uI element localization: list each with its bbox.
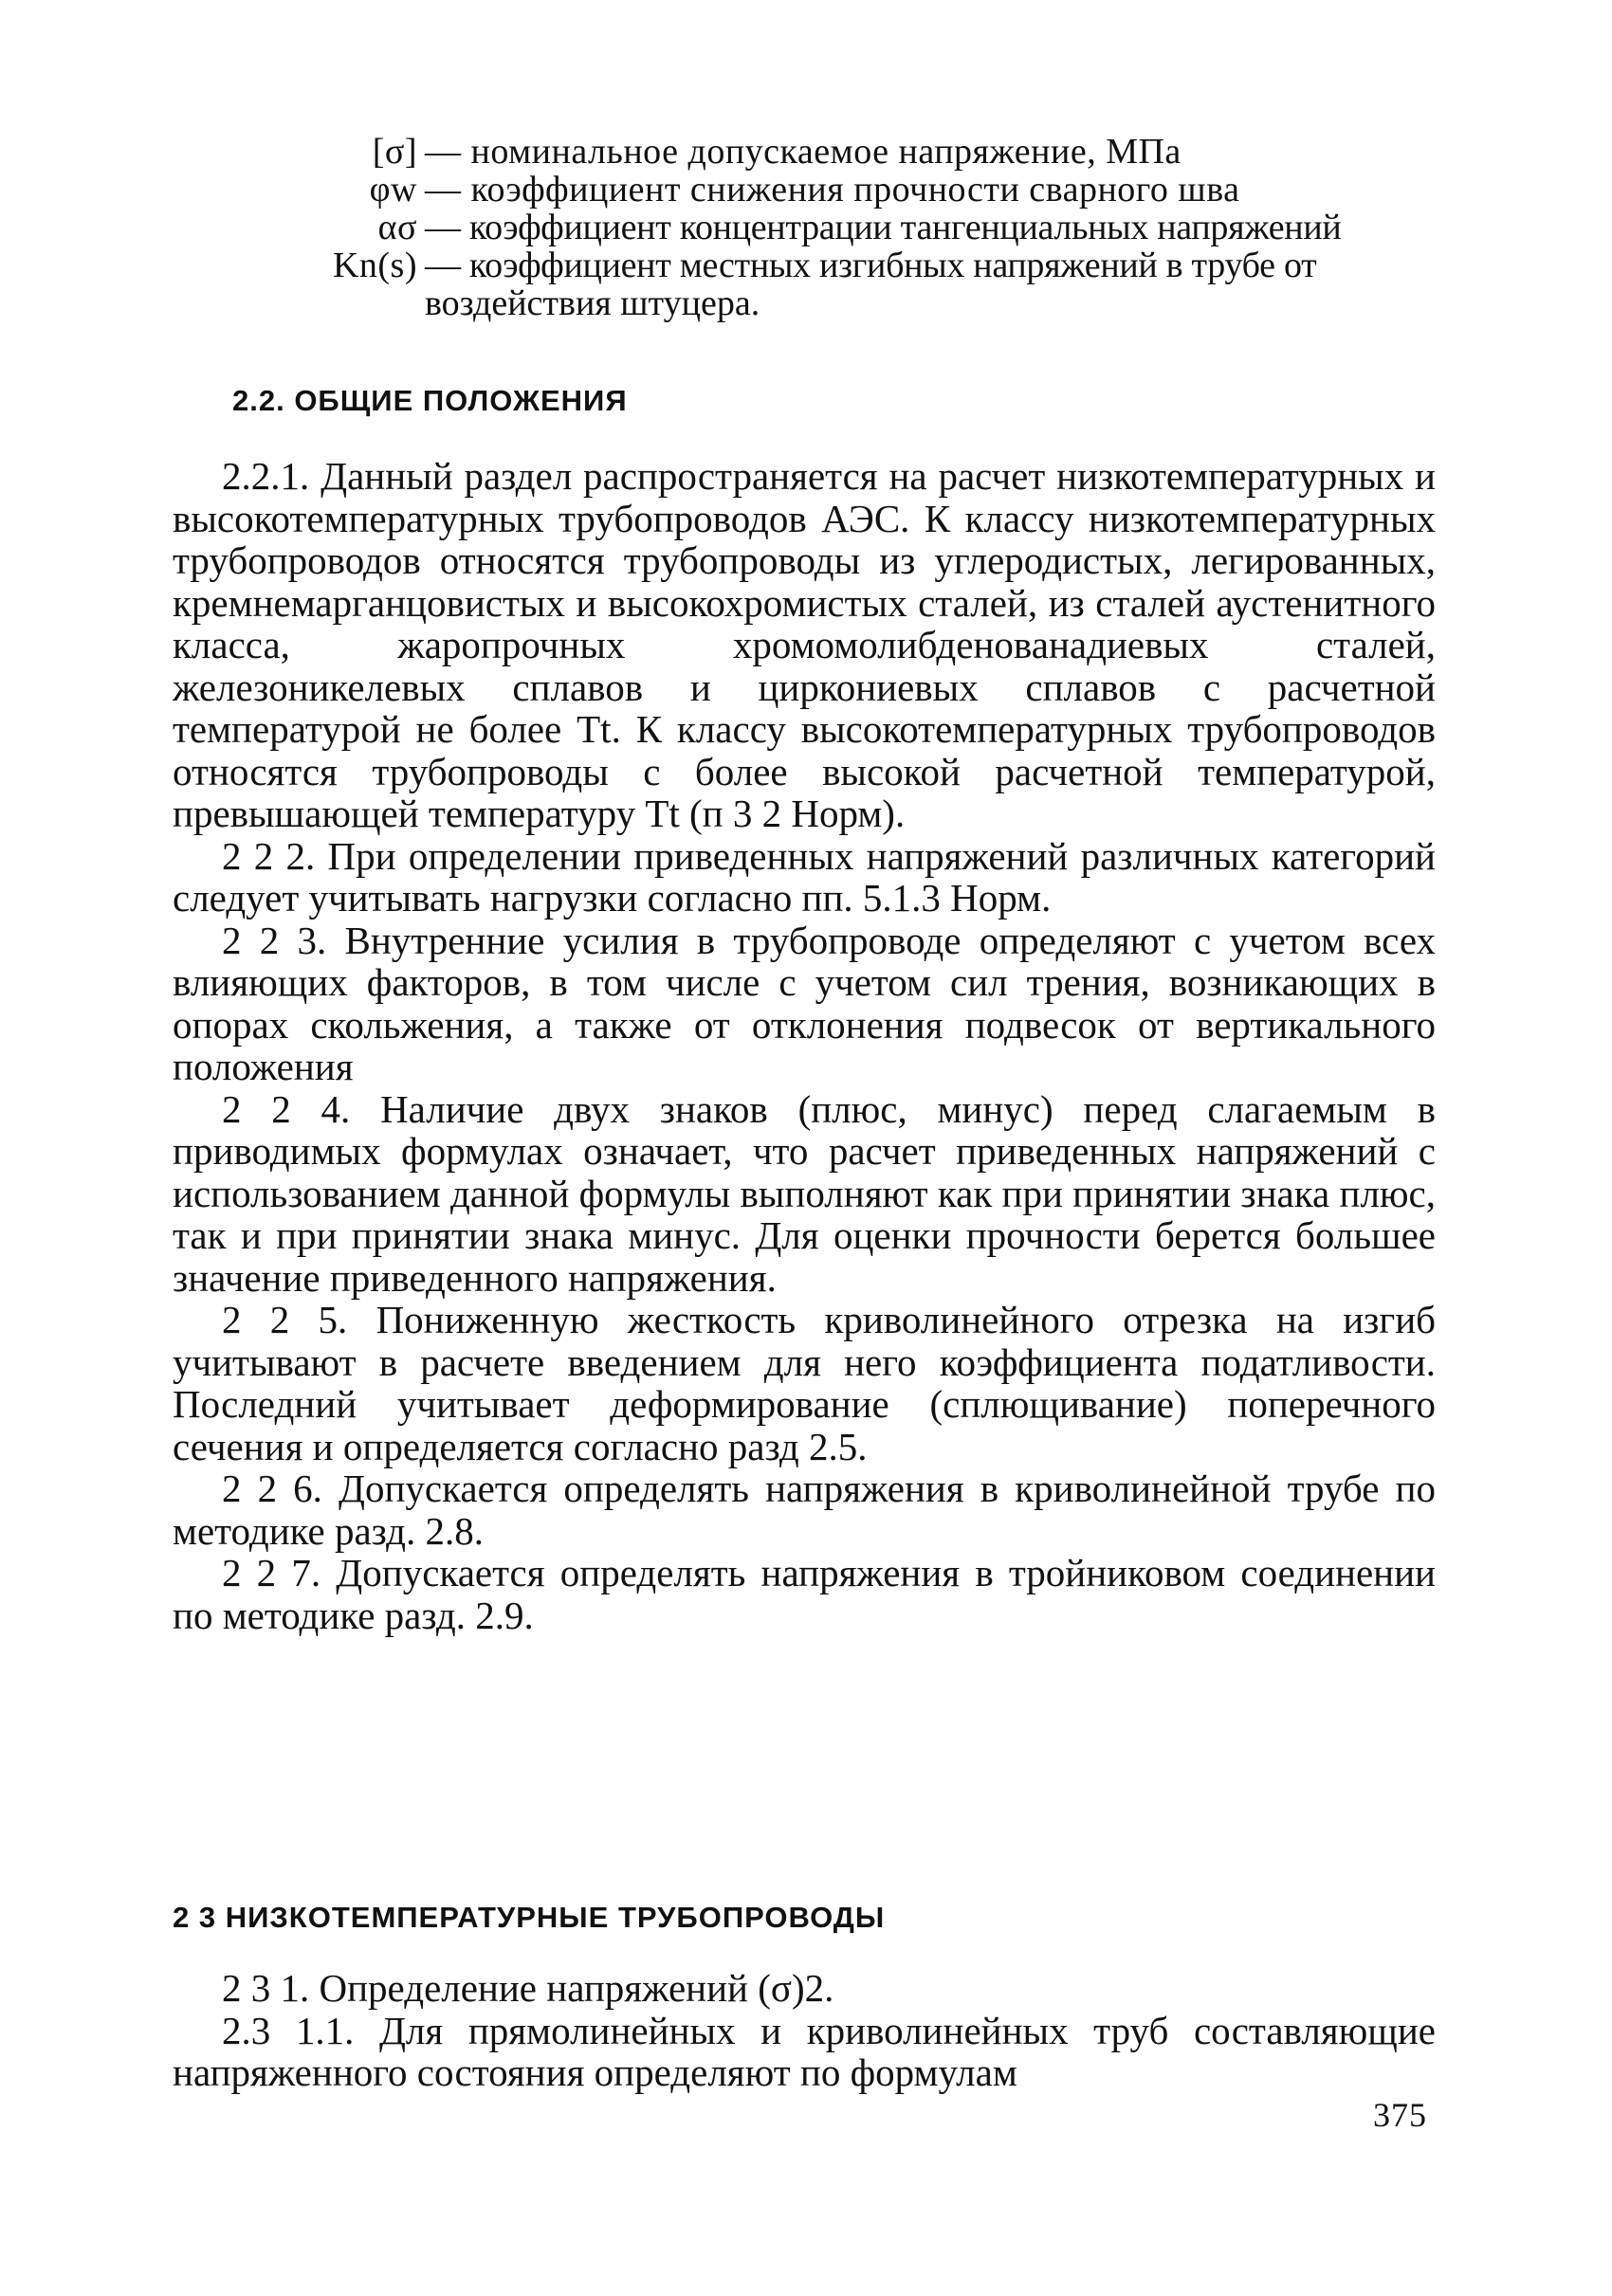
definition-row: [284, 209, 1441, 246]
paragraph: 2.3 1.1. Для прямолинейных и криволинейных труб составляющие напряженного состояния определяют по формулам: [173, 2008, 1436, 2094]
definition-text: — коэффициент местных изгибных напряжений в трубе от: [425, 246, 1317, 285]
paragraph: 2 2 5. Пониженную жесткость криволинейного отрезка на изгиб учитывают в расчете введением для него коэффициента податливости. Последний учитывает деформирование (сплющивание) поперечного сечения и определяется согласно разд 2.5.: [173, 1298, 1436, 1468]
paragraph: 2 2 2. При определении приведенных напряжений различных категорий следует учитывать нагрузки согласно пп. 5.1.3 Норм.: [173, 833, 1436, 920]
paragraph: 2 2 6. Допускается определять напряжения в криволинейной трубе по методике разд. 2.8.: [173, 1467, 1436, 1553]
definition-text: — коэффициент снижения прочности сварного шва: [425, 170, 1240, 210]
definition-symbol: Kn(s): [332, 246, 417, 285]
definition-row: [284, 171, 1441, 209]
paragraph: 2.2.1. Данный раздел распространяется на расчет низкотемпературных и высокотемпературных трубопроводов АЭС. К классу низкотемпературных трубопроводов относятся трубопроводы из углеродистых, легированных, кремнемарганцовистых и высокохромистых сталей, из сталей аустенитного класса, жаропрочных хромомолибденованадиевых сталей, железоникелевых сплавов и циркониевых сплавов с расчетной температурой не более Tt. К классу высокотемпературных трубопроводов относятся трубопроводы с более высокой расчетной температурой, превышающей температуру Tt (п 3 2 Норм).: [173, 454, 1436, 835]
paragraph: 2 3 1. Определение напряжений (σ)2.: [222, 1966, 834, 2010]
paragraph: 2 2 3. Внутренние усилия в трубопроводе определяют с учетом всех влияющих факторов, в том числе с учетом сил трения, возникающих в опорах скольжения, а также от отклонения подвесок от вертикального положения: [173, 918, 1436, 1088]
paragraph: 2 2 7. Допускается определять напряжения в тройниковом соединении по методике разд. 2.9.: [173, 1551, 1436, 1637]
page-number: 375: [1373, 2096, 1427, 2134]
definition-symbol: [σ]: [372, 132, 417, 172]
section-heading: 2 3 НИЗКОТЕМПЕРАТУРНЫЕ ТРУБОПРОВОДЫ: [173, 1901, 886, 1934]
definition-text: — коэффициент концентрации тангенциальных напряжений: [425, 208, 1342, 247]
section-body: [173, 1967, 1436, 2094]
definition-row: [284, 246, 1441, 284]
symbol-definitions: [284, 133, 1441, 322]
section-heading: 2.2. ОБЩИЕ ПОЛОЖЕНИЯ: [232, 384, 628, 417]
definition-text: — номинальное допускаемое напряжение, МПа: [425, 132, 1182, 172]
definition-continuation: воздействия штуцера.: [425, 283, 760, 323]
definition-symbol: ασ: [377, 208, 417, 247]
definition-row: [284, 133, 1441, 171]
definition-symbol: φw: [369, 170, 417, 210]
paragraph: 2 2 4. Наличие двух знаков (плюс, минус) перед слагаемым в приводимых формулах означает, что расчет приведенных напряжений с использованием данной формулы выполняют как при принятии знака плюс, так и при принятии знака минус. Для оценки прочности берется большее значение приведенного напряжения.: [173, 1086, 1436, 1300]
section-body: [173, 455, 1436, 1636]
